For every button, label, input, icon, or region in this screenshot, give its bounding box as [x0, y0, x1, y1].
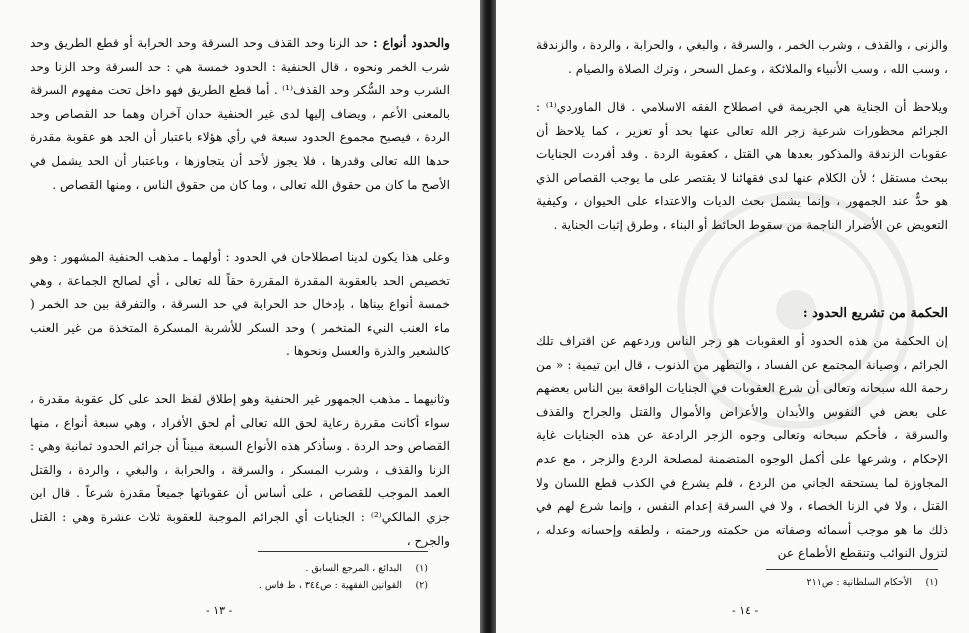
right-footnote-1 [726, 574, 938, 591]
left-paragraph-2-text: وعلى هذا يكون لدينا اصطلاحان في الحدود : أولهما ـ مذهب الحنفية المشهور : وهو تخصيص الحد بالعقوبة المقدرة المقررة حقاً لله تعالى ، أي لصالح الجماعة ، وهي خمسة أنواع بيناها ، بإدخال حد الحرابة في حد السرقة ، والتفرقة بين حد الخمر ( ماء العنب النيء المتخمر ) وحد السكر للأشربة المسكرة المتخذة من غير العنب كالشعير والذرة والعسل ونحوها . [30, 250, 450, 359]
left-footnote-2 [200, 577, 428, 594]
left-paragraph-3-text: وثانيهما ـ مذهب الجمهور غير الحنفية وهو إطلاق لفظ الحد على كل عقوبة مقدرة ، سواء أكانت مقررة رعاية لحق الله تعالى أم لحق الأفراد ، وهي سبعة أنواع ، منها القصاص وحد الردة . وسأذكر هذه الأنواع السبعة مبيناً أن جرائم الحدود ثمانية وهي : الزنا والقذف ، وشرب المسكر ، والسرقة ، والحرابة ، والبغي ، والردة ، والقتل العمد الموجب للقصاص ، على أساس أن عقوباتها جميعاً مقدرة شرعاً . قال ابن جزي المالكي⁽²⁾ : الجنايات أي الجرائم الموجبة للعقوبة ثلاث عشرة وهي : القتل والجرح ، [30, 392, 450, 548]
section-heading: الحكمة من تشريع الحدود : [802, 306, 948, 321]
left-page-number: - ١٣ - [206, 604, 233, 617]
right-paragraph-3-text: إن الحكمة من هذه الحدود أو العقوبات هو زجر الناس وردعهم عن اقتراف تلك الجرائم ، وصيانة المجتمع عن الفساد ، والتطهر من الذنوب ، قال ابن تيمية : « من رحمة الله سبحانه وتعالى أن شرع العقوبات في الجنايات الواقعة بين الناس بعضهم على بعض في النفوس والأبدان والأعراض والأموال والقتل والجراح والقذف والسرقة ، فأحكم سبحانه وتعالى وجوه الزجر الرادعة عن هذه الجنايات غاية الإحكام ، وشرعها على أكمل الوجوه المتضمنة لمصلحة الردع والزجر ، مع عدم المجاوزة لما يستحقه الجاني من الردع ، فلم يشرع في الكذب قطع اللسان ولا القتل ، ولا في الزنا الخصاء ، ولا في السرقة إعدام النفس ، وإنما شرع لهم في ذلك ما هو موجب أسمائه وصفاته من حكمته ورحمته ، ولطفه وإحسانه وعدله ، لتزول النوائب وتنقطع الأطماع عن [536, 334, 948, 561]
right-footnote-1-text: الأحكام السلطانية : ص٢١١ [806, 577, 912, 588]
right-footnote-rule [766, 569, 938, 570]
right-footnotes [726, 574, 938, 591]
left-footnote-2-text: القوانين الفقهية : ص٣٤٤ ، ط فاس . [258, 580, 402, 591]
left-paragraph-1-lead: والحدود أنواع : [373, 36, 450, 50]
left-footnote-1 [200, 560, 428, 577]
right-paragraph-3 [536, 330, 948, 566]
left-footnote-rule [258, 551, 428, 552]
right-paragraph-1-text: والزنى ، والقذف ، وشرب الخمر ، والسرقة ، والبغي ، والحرابة ، والردة ، والزندقة ، وسب الله ، وسب الأنبياء والملائكة ، وعمل السحر ، وترك الصلاة والصيام . [536, 38, 948, 76]
right-page-number: - ١٤ - [732, 604, 759, 617]
left-footnote-2-num: (٢) [415, 580, 428, 591]
left-paragraph-2 [30, 246, 450, 364]
right-paragraph-1 [536, 34, 948, 81]
left-page [0, 0, 480, 633]
left-paragraph-1-text: حد الزنا وحد القذف وحد السرقة وحد الحرابة أو قطع الطريق وحد شرب الخمر ونحوه ، قال الحنفية : الحدود خمسة هي : حد السرقة وحد الزنا وحد الشرب وحد السُّكر وحد القذف⁽¹⁾ . أما قطع الطريق فهو داخل تحت مفهوم السرقة بالمعنى الأعم ، ويضاف إليها لدى غير الحنفية حدان آخران وهما حد القصاص وحد الردة ، فيصبح مجموع الحدود سبعة في رأي هؤلاء باعتبار أن الحد هو عقوبة مقدرة حدها الله تعالى وقدرها ، فلا يجوز لأحد أن يتجاوزها ، وباعتبار أن الحد يشمل في الأصح ما كان من حقوق الله تعالى ، وما كان من حقوق الناس ، ومنها القصاص . [30, 36, 450, 192]
right-paragraph-2 [536, 96, 948, 238]
left-paragraph-1 [30, 32, 450, 197]
right-footnote-1-num: (١) [925, 577, 938, 588]
right-paragraph-2-text: ويلاحظ أن الجناية هي الجريمة في اصطلاح الفقه الاسلامي . قال الماوردي⁽¹⁾ : الجرائم محظورات شرعية زجر الله تعالى عنها بحد أو تعزير ، كما يلاحظ أن عقوبات الزندقة والمذكور بعدها هي القتل ، كعقوبة الردة . وقد أفردت الجنايات ببحث مستقل ؛ لأن الكلام عنها لدى فقهائنا لا يقتصر على ما يوجب القصاص الذي هو حدٌّ عند الجمهور ، وإنما يشمل بحث الديات والاعتداء على الحيوان ، وكيفية التعويض عن الأضرار الناجمة من سقوط الحائط أو البناء ، وطرق إثبات الجناية . [536, 100, 948, 232]
left-footnote-1-text: البدائع ، المرجع السابق . [305, 563, 402, 574]
left-footnote-1-num: (١) [415, 563, 428, 574]
book-gutter [480, 0, 496, 633]
right-page [496, 0, 969, 633]
left-paragraph-3 [30, 388, 450, 553]
left-footnotes [200, 560, 428, 594]
